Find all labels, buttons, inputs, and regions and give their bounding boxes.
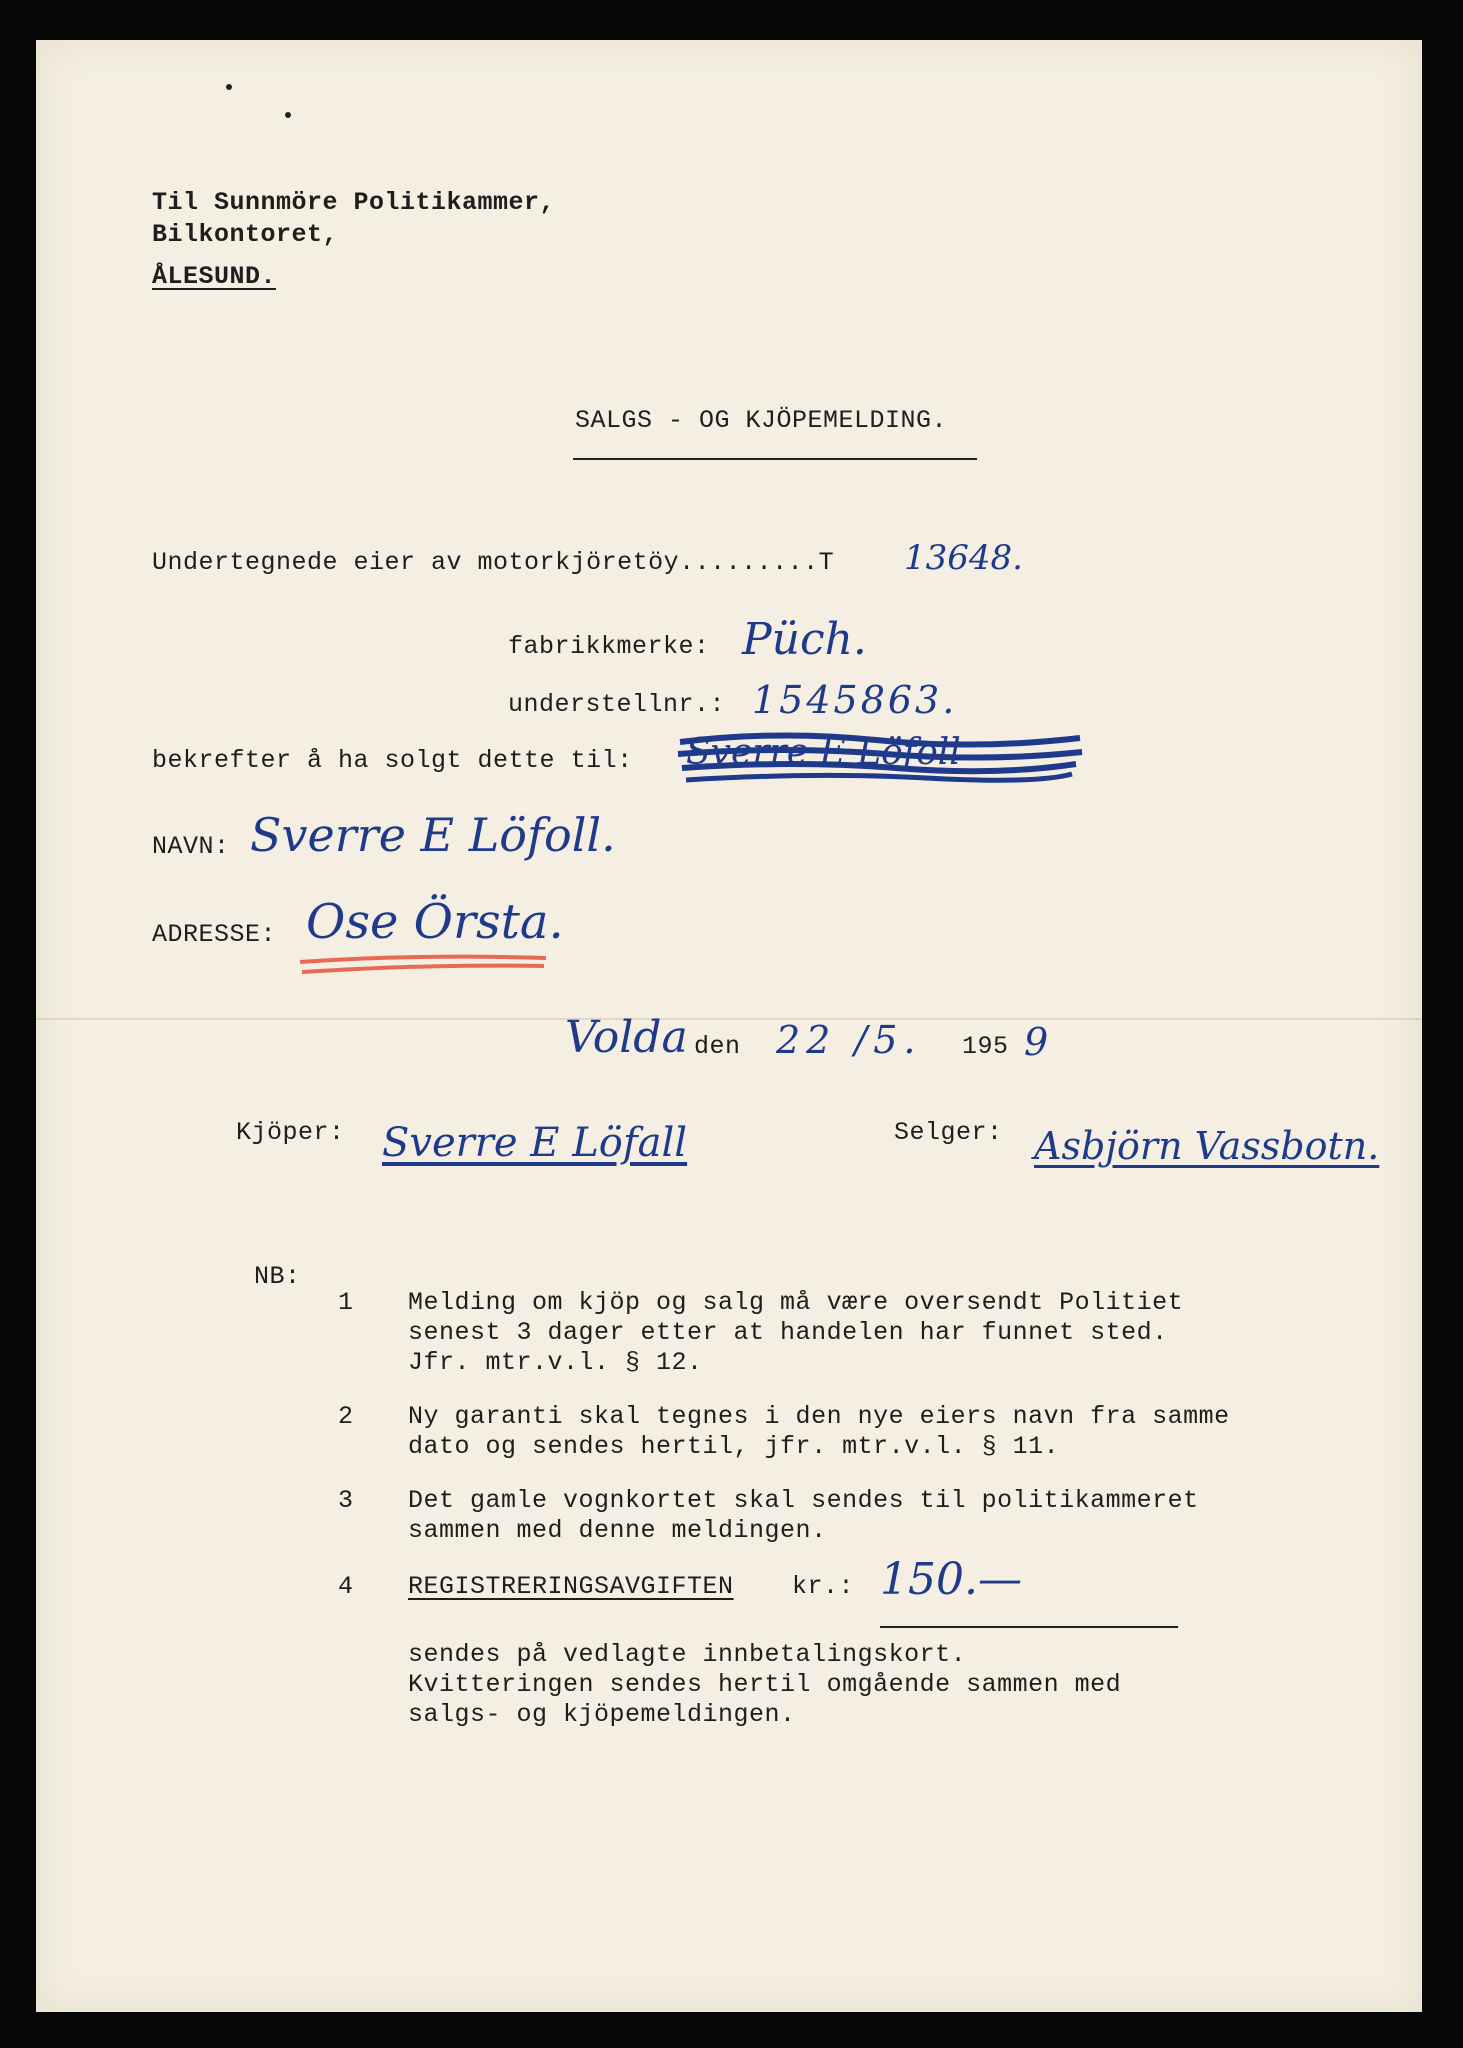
title-underline — [573, 458, 977, 460]
notes-label: NB: — [254, 1262, 301, 1291]
paper-fold-crease — [36, 1018, 1422, 1020]
fee-label: REGISTRERINGSAVGIFTEN — [408, 1572, 734, 1601]
buyer-label: Kjöper: — [236, 1118, 345, 1147]
ink-speck — [285, 112, 291, 118]
note-line: dato og sendes hertil, jfr. mtr.v.l. § 11. — [408, 1432, 1060, 1461]
sold-to-label: bekrefter å ha solgt dette til: — [152, 746, 633, 775]
date-label: den — [694, 1032, 741, 1061]
red-underline-mark — [296, 952, 556, 982]
place-value: Volda — [565, 1012, 688, 1063]
scribble-strikeout — [676, 724, 1086, 794]
note-line: salgs- og kjöpemeldingen. — [408, 1700, 796, 1729]
fee-currency: kr.: — [792, 1572, 855, 1601]
seller-signature: Asbjörn Vassbotn. — [1034, 1124, 1380, 1168]
note-number: 4 — [338, 1572, 354, 1601]
sold-to-struck-value: Sverre E Löfoll — [686, 732, 961, 773]
note-line: Melding om kjöp og salg må være oversendt Politiet — [408, 1288, 1184, 1317]
name-value: Sverre E Löfoll. — [250, 808, 616, 862]
make-label: fabrikkmerke: — [508, 632, 710, 661]
vehicle-label: Undertegnede eier av motorkjöretöy.........T — [152, 548, 835, 577]
fee-underline — [880, 1626, 1178, 1628]
note-line: Jfr. mtr.v.l. § 12. — [408, 1348, 703, 1377]
buyer-signature: Sverre E Löfall — [382, 1120, 688, 1166]
seller-label: Selger: — [894, 1118, 1003, 1147]
note-number: 2 — [338, 1402, 354, 1431]
chassis-label: understellnr.: — [508, 690, 726, 719]
note-line: Kvitteringen sendes hertil omgående sammen med — [408, 1670, 1122, 1699]
date-day-month: 22 /5. — [776, 1018, 922, 1062]
page-title: SALGS - OG KJÖPEMELDING. — [575, 406, 948, 435]
address-label: ADRESSE: — [152, 920, 277, 949]
vehicle-reg-value: 13648. — [904, 538, 1023, 578]
note-line: Ny garanti skal tegnes i den nye eiers navn fra samme — [408, 1402, 1230, 1431]
date-year-handwritten: 9 — [1024, 1020, 1049, 1064]
note-line: sammen med denne meldingen. — [408, 1516, 827, 1545]
note-line: Det gamle vognkortet skal sendes til politikammeret — [408, 1486, 1199, 1515]
note-line: sendes på vedlagte innbetalingskort. — [408, 1640, 967, 1669]
chassis-value: 1545863. — [752, 678, 958, 722]
make-value: Püch. — [742, 614, 867, 665]
note-number: 3 — [338, 1486, 354, 1515]
note-number: 1 — [338, 1288, 354, 1317]
name-label: NAVN: — [152, 832, 230, 861]
address-value: Ose Örsta. — [306, 894, 564, 950]
date-year-typed: 195 — [962, 1032, 1009, 1061]
recipient-city: ÅLESUND. — [152, 262, 277, 291]
ink-speck — [226, 84, 232, 90]
fee-value: 150.— — [880, 1554, 1022, 1605]
recipient-line-2: Bilkontoret, — [152, 220, 339, 249]
note-line: senest 3 dager etter at handelen har funnet sted. — [408, 1318, 1168, 1347]
recipient-line-1: Til Sunnmöre Politikammer, — [152, 188, 556, 217]
